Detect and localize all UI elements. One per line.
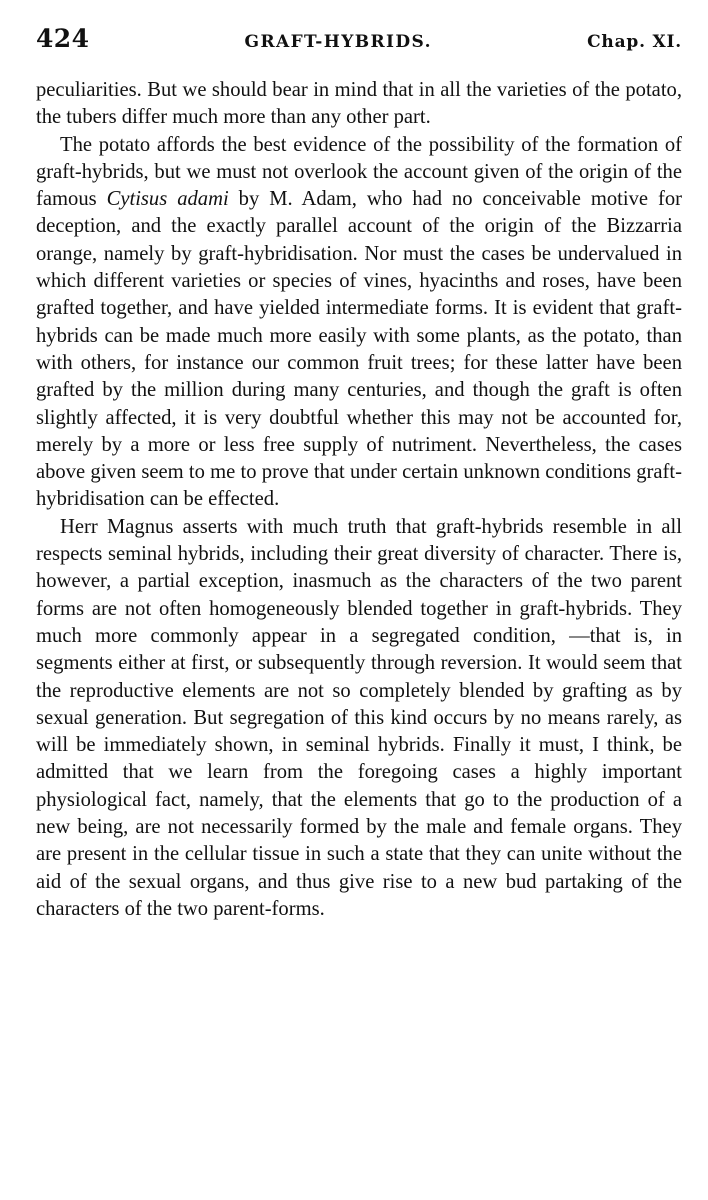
paragraph-continuation — [36, 77, 682, 132]
page-header — [36, 24, 682, 58]
text-segment: The potato affords the best evidence of the possibility of the formation of graft-hybrids, but we must not overlook the account given of the origin of the famous — [36, 133, 682, 211]
text-segment: by M. Adam, who had no conceivable motive for deception, and the exactly parallel account of the origin of the Bizzarria orange, namely by graft-hybridisation. Nor must the cases be undervalued in which different varieties or species of vines, hyacinths and roses, have been grafted together, and have yielded intermediate forms. It is evident that graft-hybrids can be made much more easily with some plants, as the potato, than with others, for instance our common fruit trees; for these latter have been grafted by the million during many centuries, and though the graft is often slightly affected, it is very doubtful whether this may not be accounted for, merely by a more or less free supply of nutriment. Nevertheless, the cases above given seem to me to prove that under certain unknown conditions graft-hybridisation can be effected. — [36, 188, 683, 511]
paragraph-potato-evidence — [36, 132, 682, 514]
paragraph-magnus — [36, 514, 682, 923]
body-text — [36, 77, 682, 923]
chapter-label: Chap. XI. — [587, 32, 682, 52]
text-segment: peculiarities. But we should bear in mind that in all the varieties of the potato, the tubers differ much more than any other part. — [36, 79, 682, 129]
species-name: Cytisus adami — [106, 188, 229, 211]
page-number: 424 — [36, 24, 90, 53]
text-segment: Herr Magnus asserts with much truth that graft-hybrids resemble in all respects seminal hybrids, including their great diversity of character. There is, however, a partial exception, inasmuch as the characters of the two parent forms are not often homogeneously blended together in graft-hybrids. They much more commonly appear in a segregated condition, —that is, in segments either at first, or subsequently through reversion. It would seem that the reproductive elements are not so completely blended by grafting as by sexual generation. But segregation of this kind occurs by no means rarely, as will be immediately shown, in seminal hybrids. Finally it must, I think, be admitted that we learn from the foregoing cases a highly important physiological fact, namely, that the elements that go to the production of a new being, are not necessarily formed by the male and female organs. They are present in the cellular tissue in such a state that they can unite without the aid of the sexual organs, and thus give rise to a new bud partaking of the characters of the two parent-forms. — [36, 515, 682, 920]
running-head: GRAFT-HYBRIDS. — [244, 32, 432, 52]
